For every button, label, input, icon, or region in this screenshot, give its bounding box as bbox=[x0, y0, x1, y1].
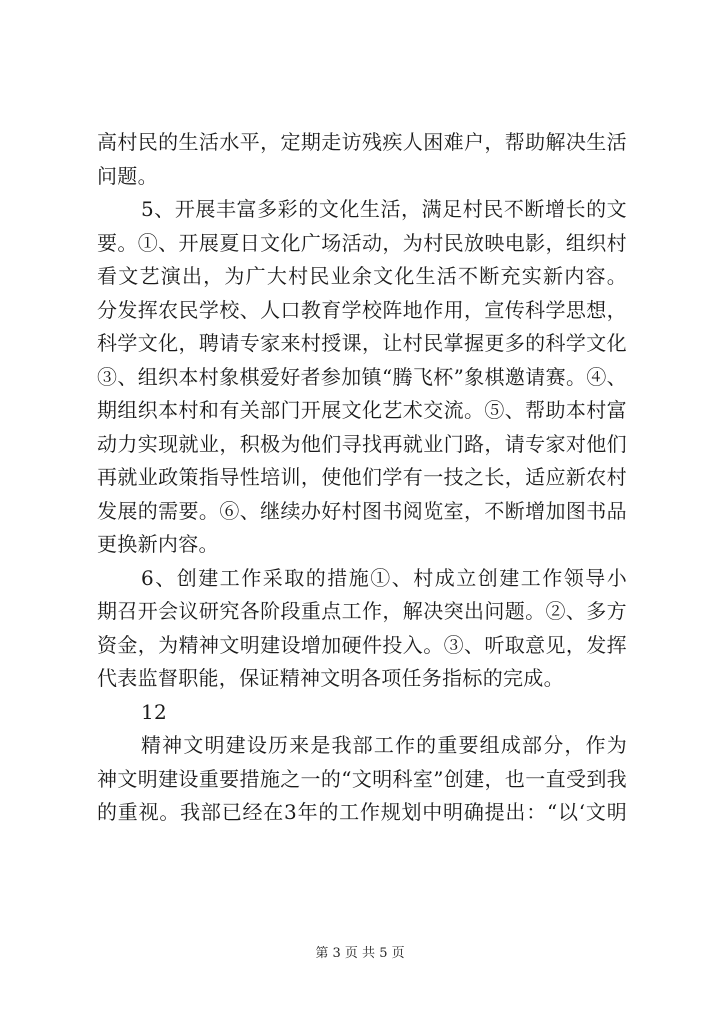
text-line: 6、创建工作采取的措施①、村成立创建工作领导小 bbox=[141, 565, 627, 590]
text-line: 再就业政策指导性培训，使他们学有一技之长，适应新农村 bbox=[97, 465, 627, 489]
page-footer: 第 3 页 共 5 页 bbox=[315, 946, 405, 961]
text-line: 期组织本村和有关部门开展文化艺术交流。⑤、帮助本村富 bbox=[97, 398, 627, 422]
text-line: 资金，为精神文明建设增加硬件投入。③、听取意见，发挥 bbox=[97, 632, 627, 657]
text-line: 5、开展丰富多彩的文化生活，满足村民不断增长的文 bbox=[141, 197, 627, 221]
text-line: 期召开会议研究各阶段重点工作，解决突出问题。②、多方 bbox=[97, 599, 627, 623]
text-line: 神文明建设重要措施之一的“文明科室”创建，也一直受到我 bbox=[97, 766, 627, 791]
text-line: 要。①、开展夏日文化广场活动，为村民放映电影，组织村 bbox=[97, 230, 627, 255]
text-line: ③、组织本村象棋爱好者参加镇“腾飞杯”象棋邀请赛。④、 bbox=[97, 364, 627, 389]
text-line: 发展的需要。⑥、继续办好村图书阅览室，不断增加图书品 bbox=[97, 498, 627, 523]
document-body bbox=[97, 126, 627, 830]
text-line: 12 bbox=[141, 699, 168, 724]
text-line: 问题。 bbox=[97, 163, 158, 188]
text-line: 代表监督职能，保证精神文明各项任务指标的完成。 bbox=[97, 666, 564, 690]
text-line: 动力实现就业，积极为他们寻找再就业门路，请专家对他们 bbox=[97, 431, 627, 456]
text-line: 精神文明建设历来是我部工作的重要组成部分，作为 bbox=[141, 733, 627, 757]
text-line: 科学文化，聘请专家来村授课，让村民掌握更多的科学文化 bbox=[97, 331, 627, 355]
text-line: 看文艺演出，为广大村民业余文化生活不断充实新内容。 bbox=[97, 264, 627, 288]
text-line: 的重视。我部已经在3年的工作规划中明确提出：“以‘文明 bbox=[97, 800, 627, 824]
text-line: 高村民的生活水平，定期走访残疾人困难户，帮助解决生活 bbox=[97, 130, 627, 154]
text-line: 更换新内容。 bbox=[97, 532, 219, 556]
text-line: 分发挥农民学校、人口教育学校阵地作用，宣传科学思想， bbox=[97, 297, 627, 322]
